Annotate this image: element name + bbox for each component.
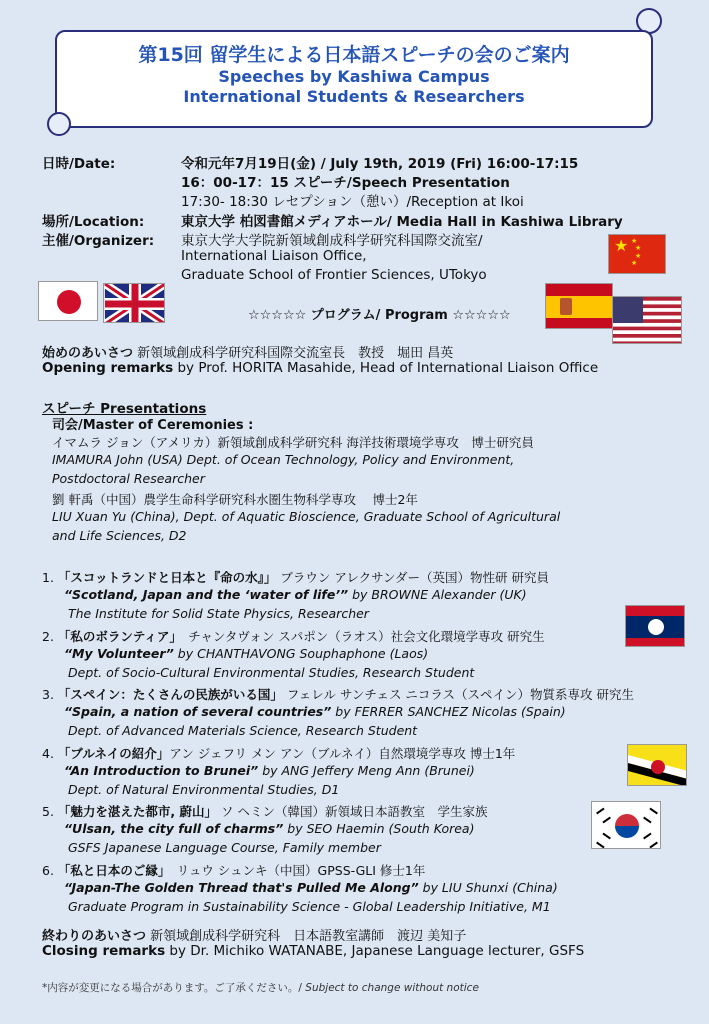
laos-flag (625, 605, 685, 647)
opening-remarks-en (42, 360, 598, 376)
speech-number: 6. (42, 862, 54, 878)
mc1-en-line2: Postdoctoral Researcher (52, 471, 205, 486)
speech-jp-line (42, 802, 487, 820)
date-line3: 17:30- 18:30 レセプション（憩い）/Reception at Ikoi (181, 194, 524, 210)
speech-jp-line (42, 627, 545, 645)
korea-flag (591, 801, 661, 849)
title-banner (55, 30, 653, 128)
speech-title-en: “Ulsan, the city full of charms” (64, 821, 284, 836)
speaker-affiliation: The Institute for Solid State Physics, Researcher (68, 606, 369, 621)
program-heading: ☆☆☆☆☆ プログラム/ Program ☆☆☆☆☆ (248, 308, 511, 323)
closing-label-jp: 終わりのあいさつ (42, 929, 147, 944)
closing-label-en: Closing remarks (42, 943, 166, 959)
mc-heading: 司会/Master of Ceremonies : (52, 418, 254, 433)
speech-en-line (64, 880, 558, 895)
speaker-affiliation: Dept. of Advanced Materials Science, Research Student (68, 723, 418, 738)
mc1-jp: イマムラ ジョン（アメリカ）新領域創成科学研究科 海洋技術環境学専攻 博士研究員 (52, 435, 534, 450)
notice (42, 980, 479, 995)
speech-jp-line (42, 568, 549, 586)
presentations-heading: スピーチ Presentations (42, 401, 207, 417)
closing-text-jp: 新領域創成科学研究科 日本語教室講師 渡辺 美知子 (150, 929, 467, 944)
speaker-jp: アン ジェフリ メン アン（ブルネイ）自然環境学専攻 博士1年 (169, 745, 516, 761)
date-line1: 令和元年7月19日(金) / July 19th, 2019 (Fri) 16:00-17:15 (181, 156, 579, 172)
title-english-line2: International Students & Researchers (183, 87, 525, 106)
speech-number: 5. (42, 804, 54, 819)
opening-text-en: by Prof. HORITA Masahide, Head of International Liaison Office (173, 360, 599, 376)
speech-jp-line (42, 744, 515, 762)
speech-number: 3. (42, 687, 54, 702)
speech-title-en: “Japan-The Golden Thread that's Pulled Me Along” (64, 879, 419, 895)
location-label: 場所/Location: (42, 214, 145, 230)
organizer-line3: Graduate School of Frontier Sciences, UTokyo (181, 267, 487, 283)
brunei-flag (627, 744, 687, 786)
china-flag: ★ ★ ★ ★ ★ (608, 234, 666, 274)
speaker-affiliation: GSFS Japanese Language Course, Family member (68, 840, 381, 855)
date-line2: 16：00-17：15 スピーチ/Speech Presentation (181, 175, 510, 191)
opening-label-jp: 始めのあいさつ (42, 346, 134, 361)
closing-remarks-jp (42, 925, 466, 944)
mc1-en-line1: IMAMURA John (USA) Dept. of Ocean Technology, Policy and Environment, (52, 452, 515, 467)
closing-text-en: by Dr. Michiko WATANABE, Japanese Language lecturer, GSFS (165, 943, 585, 959)
speaker-en: by ANG Jeffery Meng Ann (Brunei) (258, 762, 475, 778)
mc2-jp: 劉 軒禹（中国）農学生命科学研究科水圏生物科学専攻 博士2年 (52, 492, 418, 507)
date-label: 日時/Date: (42, 156, 116, 172)
speech-title-en: “Spain, a nation of several countries” (64, 704, 332, 719)
speech-title-jp: 「魅力を湛えた都市, 蔚山」 (57, 804, 218, 819)
speaker-en: by SEO Haemin (South Korea) (283, 821, 475, 836)
speaker-affiliation: Dept. of Natural Environmental Studies, D1 (68, 781, 340, 797)
speaker-jp: ソ ヘミン（韓国）新領域日本語教室 学生家族 (217, 804, 488, 819)
speech-number: 1. (42, 570, 54, 585)
speaker-affiliation: Graduate Program in Sustainability Science - Global Leadership Initiative, M1 (68, 898, 551, 914)
speech-title-en: “My Volunteer” (64, 645, 174, 661)
opening-label-en: Opening remarks (42, 360, 174, 376)
speech-en-line (64, 646, 428, 661)
speech-en-line (64, 704, 566, 719)
notice-en: Subject to change without notice (305, 982, 479, 994)
speaker-en: by CHANTHAVONG Souphaphone (Laos) (173, 645, 429, 661)
opening-remarks-jp (42, 342, 453, 361)
closing-remarks-en (42, 943, 584, 959)
organizer-line1: 東京大学大学院新領域創成科学研究科国際交流室/ (181, 233, 483, 249)
speech-en-line (64, 587, 527, 602)
speaker-jp: チャンタヴォン スパポン（ラオス）社会文化環境学専攻 研究生 (175, 628, 545, 644)
speaker-en: by FERRER SANCHEZ Nicolas (Spain) (331, 704, 566, 719)
notice-jp: *内容が変更になる場合があります。ご了承ください。/ (42, 982, 306, 994)
title-english-line1: Speeches by Kashiwa Campus (218, 67, 490, 86)
speaker-en: by BROWNE Alexander (UK) (348, 587, 527, 602)
organizer-label: 主催/Organizer: (42, 233, 155, 249)
speech-number: 4. (42, 745, 54, 761)
speech-title-jp: 「スペイン：たくさんの民族がいる国」 (57, 687, 283, 702)
title-japanese: 第15回 留学生による日本語スピーチの会のご案内 (138, 44, 570, 66)
speech-title-jp: 「私のボランティア」 (57, 628, 176, 644)
speech-title-jp: 「スコットランドと日本と『命の水』」 (57, 570, 277, 585)
mc2-en-line1: LIU Xuan Yu (China), Dept. of Aquatic Bioscience, Graduate School of Agricultural (52, 509, 561, 524)
speech-title-jp: 「私と日本のご縁」 (57, 862, 165, 878)
speech-title-en: “An Introduction to Brunei” (64, 762, 259, 778)
usa-flag (612, 296, 682, 344)
speech-title-jp: 「ブルネイの紹介」 (57, 745, 170, 761)
speech-title-en: “Scotland, Japan and the ‘water of life’” (64, 587, 349, 602)
japan-flag (38, 281, 98, 321)
speech-number: 2. (42, 628, 54, 644)
organizer-line2: International Liaison Office, (181, 248, 367, 264)
speech-jp-line (42, 685, 634, 703)
speaker-affiliation: Dept. of Socio-Cultural Environmental Studies, Research Student (68, 664, 475, 680)
spain-flag (545, 283, 613, 329)
speech-jp-line (42, 861, 425, 879)
opening-text-jp: 新領域創成科学研究科国際交流室長 教授 堀田 昌英 (137, 346, 454, 361)
uk-flag (103, 283, 165, 323)
mc2-en-line2: and Life Sciences, D2 (52, 528, 187, 543)
speaker-jp: ブラウン アレクサンダー（英国）物性研 研究員 (276, 570, 549, 585)
speaker-jp: フェレル サンチェス ニコラス（スペイン）物質系専攻 研究生 (282, 687, 635, 702)
speaker-jp: リュウ シュンキ（中国）GPSS-GLI 修士1年 (164, 862, 426, 878)
scroll-curl-decoration (47, 112, 71, 136)
speech-en-line (64, 821, 474, 836)
location-value: 東京大学 柏図書館メディアホール/ Media Hall in Kashiwa Library (181, 214, 623, 230)
speaker-en: by LIU Shunxi (China) (418, 879, 558, 895)
speech-en-line (64, 763, 475, 778)
